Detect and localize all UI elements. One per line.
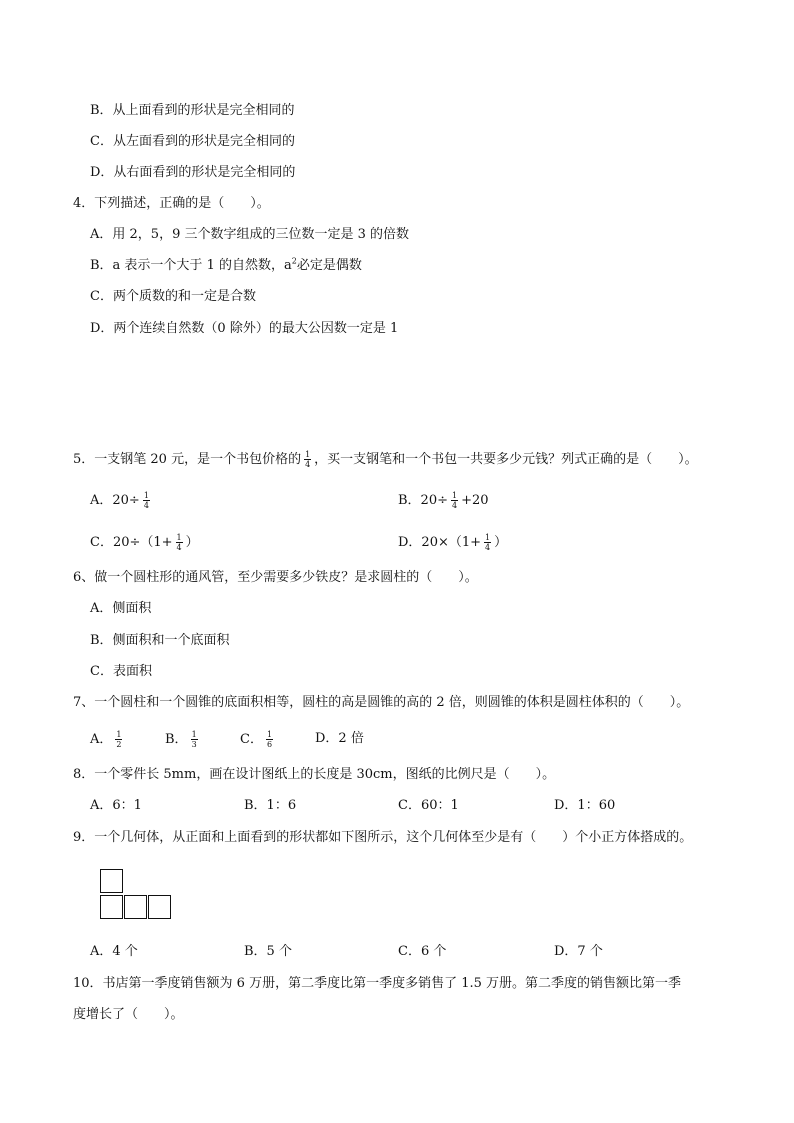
fraction: $\frac{1}{6}$ bbox=[266, 730, 273, 749]
cube-square bbox=[100, 869, 123, 893]
q4-option-a: A．用 2，5，9 三个数字组成的三位数一定是 3 的倍数 bbox=[90, 227, 410, 242]
fraction: $\frac{1}{4}$ bbox=[143, 491, 149, 510]
cube-square bbox=[124, 895, 147, 919]
q8-option-d: D．1：60 bbox=[554, 798, 616, 813]
q6-option-c: C．表面积 bbox=[90, 664, 152, 679]
cube-view-figure bbox=[100, 869, 175, 921]
q4-stem: 4．下列描述，正确的是（ ）。 bbox=[73, 196, 270, 211]
q6-stem: 6、做一个圆柱形的通风管，至少需要多少铁皮？是求圆柱的（ ）。 bbox=[73, 570, 478, 585]
q4-option-b: B．a 表示一个大于 1 的自然数，$a^2$必定是偶数 bbox=[90, 256, 362, 273]
q3-option-c: C．从左面看到的形状是完全相同的 bbox=[90, 134, 295, 149]
q7-stem: 7、一个圆柱和一个圆锥的底面积相等，圆柱的高是圆锥的高的 2 倍，则圆锥的体积是圆柱体积的（ ）。 bbox=[73, 695, 690, 710]
q9-option-c: C．6 个 bbox=[398, 944, 447, 959]
fraction: $\frac{1}{2}$ bbox=[116, 730, 122, 749]
fraction: $\frac{1}{3}$ bbox=[191, 730, 197, 749]
fraction: $\frac{1}{4}$ bbox=[452, 491, 458, 510]
q6-option-a: A．侧面积 bbox=[90, 601, 152, 616]
q3-option-b: B．从上面看到的形状是完全相同的 bbox=[90, 103, 295, 118]
q8-option-b: B．1：6 bbox=[244, 798, 297, 813]
q5-option-d: D．20×（1+ $\frac{1}{4}$ ） bbox=[398, 533, 508, 552]
cube-square bbox=[148, 895, 171, 919]
q5-stem: 5．一支钢笔 20 元，是一个书包价格的 $\frac{1}{4}$ ，买一支钢笔和一个书包一共要多少元钱？列式正确的是（ ）。 bbox=[73, 450, 698, 469]
q5-option-b: B．20÷ $\frac{1}{4}$ +20 bbox=[398, 491, 489, 510]
q7-option-c: C． $\frac{1}{6}$ bbox=[240, 730, 273, 749]
q7-option-b: B． $\frac{1}{3}$ bbox=[165, 730, 197, 749]
q6-option-b: B．侧面积和一个底面积 bbox=[90, 633, 230, 648]
cube-square bbox=[100, 895, 123, 919]
q8-option-c: C．60：1 bbox=[398, 798, 459, 813]
fraction: $\frac{1}{4}$ bbox=[305, 450, 311, 469]
q5-option-c: C．20÷（1+ $\frac{1}{4}$ ） bbox=[90, 533, 199, 552]
q7-option-d: D．2 倍 bbox=[315, 731, 364, 746]
fraction: $\frac{1}{4}$ bbox=[176, 533, 182, 552]
fraction: $\frac{1}{4}$ bbox=[485, 533, 491, 552]
q4-option-c: C．两个质数的和一定是合数 bbox=[90, 289, 256, 304]
q9-option-d: D．7 个 bbox=[554, 944, 603, 959]
q8-option-a: A．6：1 bbox=[90, 798, 142, 813]
q10-stem-line2: 度增长了（ ）。 bbox=[73, 1007, 184, 1022]
q7-option-a: A． $\frac{1}{2}$ bbox=[90, 730, 122, 749]
q5-option-a: A．20÷ $\frac{1}{4}$ bbox=[90, 491, 149, 510]
q9-stem: 9．一个几何体，从正面和上面看到的形状都如下图所示，这个几何体至少是有（ ）个小正方体搭成的。 bbox=[73, 830, 693, 845]
q3-option-d: D．从右面看到的形状是完全相同的 bbox=[90, 165, 296, 180]
q10-stem-line1: 10．书店第一季度销售额为 6 万册，第二季度比第一季度多销售了 1.5 万册。第二季度的销售额比第一季 bbox=[73, 976, 682, 991]
q4-option-d: D．两个连续自然数（0 除外）的最大公因数一定是 1 bbox=[90, 321, 399, 336]
q9-option-b: B．5 个 bbox=[244, 944, 292, 959]
q9-option-a: A．4 个 bbox=[90, 944, 138, 959]
q8-stem: 8．一个零件长 5mm，画在设计图纸上的长度是 30cm，图纸的比例尺是（ ）。 bbox=[73, 767, 556, 782]
